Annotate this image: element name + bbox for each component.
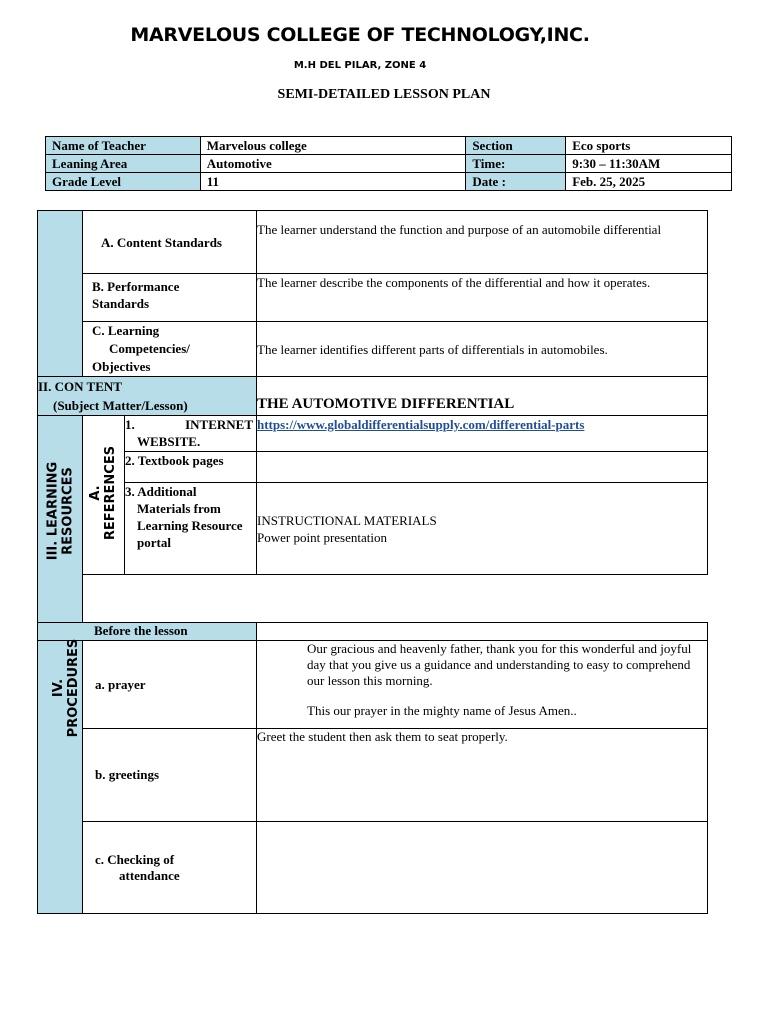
area-value: Automotive	[200, 155, 466, 173]
learning-resources-line2: RESOURCES	[60, 467, 76, 555]
prayer-closing: This our prayer in the mighty name of Jesus Amen..	[307, 703, 577, 718]
lesson-plan-table	[37, 210, 708, 623]
internet-value-cell	[257, 416, 708, 452]
objectives-side-cell	[38, 211, 83, 377]
info-table	[45, 136, 732, 191]
additional-label-line2: Materials from	[137, 501, 221, 516]
school-address: M.H DEL PILAR, ZONE 4	[293, 60, 427, 71]
school-name: MARVELOUS COLLEGE OF TECHNOLOGY,INC.	[130, 24, 590, 46]
textbook-value	[257, 452, 708, 483]
internet-label-line1	[125, 416, 256, 433]
prayer-value	[257, 641, 708, 729]
attendance-label-line2: attendance	[119, 867, 180, 883]
performance-label-line2: Standards	[92, 296, 150, 311]
area-label: Leaning Area	[46, 155, 201, 173]
performance-standards-label	[83, 274, 257, 322]
performance-label-line1: B. Performance	[92, 279, 180, 294]
additional-value-line2: Power point presentation	[257, 529, 387, 545]
section-value: Eco sports	[566, 137, 732, 155]
competency-label-line3: Objectives	[92, 359, 151, 374]
section-label: Section	[466, 137, 566, 155]
additional-label-line1: 3. Additional	[125, 484, 197, 499]
textbook-label: 2. Textbook pages	[125, 452, 257, 483]
time-value: 9:30 – 11:30AM	[566, 155, 732, 173]
teacher-value: Marvelous college	[200, 137, 466, 155]
additional-materials-label	[125, 483, 257, 575]
procedures-heading	[51, 638, 81, 738]
date-value: Feb. 25, 2025	[566, 173, 732, 191]
learning-resources-line1: III. LEARNING	[45, 461, 61, 561]
internet-label	[125, 416, 257, 452]
grade-label: Grade Level	[46, 173, 201, 191]
performance-standards-value: The learner describe the components of the differential and how it operates.	[257, 274, 708, 322]
references-line2: REFERENCES	[103, 445, 118, 541]
learning-resources-side-cell	[38, 416, 83, 623]
grade-value: 11	[200, 173, 466, 191]
competency-label-line2: Competencies/	[109, 341, 190, 356]
additional-value-line1: INSTRUCTIONAL MATERIALS	[257, 512, 437, 528]
internet-link[interactable]: https://www.globaldifferentialsupply.com/differential-parts	[257, 417, 585, 432]
greetings-value: Greet the student then ask them to seat properly.	[257, 729, 708, 822]
procedures-side-cell	[38, 638, 83, 914]
references-side-cell	[83, 416, 125, 575]
prayer-text: Our gracious and heavenly father, thank you for this wonderful and joyful day that you give us a guidance and understanding to easy to comprehend our lesson this morning.	[307, 641, 692, 688]
learning-resources-heading	[46, 444, 76, 579]
competency-label-line1: C. Learning	[92, 323, 160, 338]
internet-number: 1.	[125, 417, 135, 432]
teacher-label: Name of Teacher	[46, 137, 201, 155]
prayer-label: a. prayer	[83, 641, 257, 729]
document-title: SEMI-DETAILED LESSON PLAN	[277, 87, 491, 102]
procedures-table	[37, 622, 708, 914]
internet-word: INTERNET	[185, 417, 253, 432]
competencies-label	[83, 322, 257, 377]
procedures-line1: IV.	[51, 678, 66, 698]
greetings-label: b. greetings	[83, 729, 257, 822]
procedures-line2: PROCEDURES	[66, 638, 81, 738]
attendance-value	[257, 822, 708, 914]
content-label-line1: II. CON TENT	[38, 379, 122, 394]
before-lesson-label: Before the lesson	[38, 623, 257, 641]
content-value: THE AUTOMOTIVE DIFFERENTIAL	[257, 377, 708, 416]
references-line1: A.	[88, 485, 103, 501]
internet-label-line2: WEBSITE.	[137, 434, 201, 449]
competencies-value: The learner identifies different parts of differentials in automobiles.	[257, 322, 708, 377]
time-label: Time:	[466, 155, 566, 173]
resources-blank-row	[83, 575, 708, 623]
content-standards-label: A. Content Standards	[83, 211, 257, 274]
attendance-label	[83, 822, 257, 914]
before-lesson-value	[257, 623, 708, 641]
date-label: Date :	[466, 173, 566, 191]
content-standards-value: The learner understand the function and purpose of an automobile differential	[257, 211, 708, 274]
content-label-line2: (Subject Matter/Lesson)	[53, 398, 188, 413]
references-heading	[88, 433, 118, 553]
content-label	[38, 377, 257, 416]
additional-materials-value	[257, 483, 708, 575]
additional-label-line3: Learning Resource	[137, 518, 243, 533]
additional-label-line4: portal	[137, 535, 171, 550]
attendance-label-line1: c. Checking of	[95, 851, 175, 867]
